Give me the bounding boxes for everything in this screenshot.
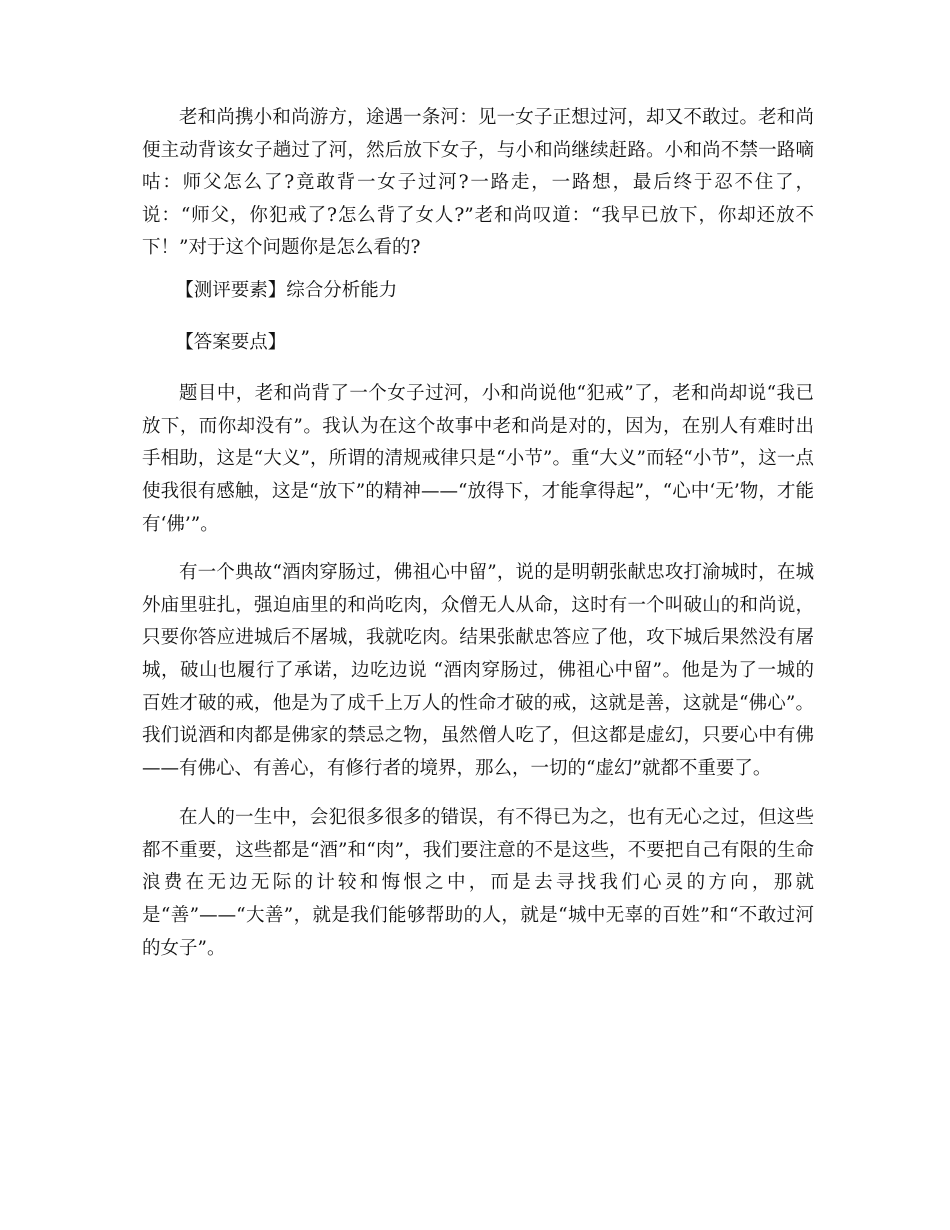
answer-points-heading: 【答案要点】 [175, 331, 287, 353]
question-paragraph: 老和尚携小和尚游方，途遇一条河：见一女子正想过河，却又不敢过。老和尚便主动背该女子趟过了河，然后放下女子，与小和尚继续赶路。小和尚不禁一路嘀咕：师父怎么了?竟敢背一女子过河?一路走，一路想，最后终于忍不住了，说：“师父，你犯戒了?怎么背了女人?”老和尚叹道：“我早已放下，你却还放不下！”对于这个问题你是怎么看的? [142, 107, 814, 259]
document-page [142, 102, 814, 965]
evaluation-element-heading: 【测评要素】综合分析能力 [175, 279, 398, 301]
answer-paragraph-1: 题目中，老和尚背了一个女子过河，小和尚说他“犯戒”了，老和尚却说“我已放下，而你却没有”。我认为在这个故事中老和尚是对的，因为，在别人有难时出手相助，这是“大义”，所谓的清规戒律只是“小节”。重“大义”而轻“小节”，这一点使我很有感触，这是“放下”的精神——“放得下，才能拿得起”，“心中‘无’物，才能有‘佛’”。 [142, 383, 814, 535]
answer-paragraph-3: 在人的一生中，会犯很多很多的错误，有不得已为之，也有无心之过，但这些都不重要，这些都是“酒”和“肉”，我们要注意的不是这些，不要把自己有限的生命浪费在无边无际的计较和悔恨之中，而是去寻找我们心灵的方向，那就是“善”——“大善”，就是我们能够帮助的人，就是“城中无辜的百姓”和“不敢过河的女子”。 [142, 807, 814, 959]
answer-paragraph-2: 有一个典故“酒肉穿肠过，佛祖心中留”，说的是明朝张献忠攻打渝城时，在城外庙里驻扎，强迫庙里的和尚吃肉，众僧无人从命，这时有一个叫破山的和尚说，只要你答应进城后不屠城，我就吃肉。结果张献忠答应了他，攻下城后果然没有屠城，破山也履行了承诺，边吃边说 “酒肉穿肠过，佛祖心中留”。他是为了一城的百姓才破的戒，他是为了成千上万人的性命才破的戒，这就是善，这就是“佛心”。我们说酒和肉都是佛家的禁忌之物，虽然僧人吃了，但这都是虚幻，只要心中有佛——有佛心、有善心，有修行者的境界，那么，一切的“虚幻”就都不重要了。 [142, 562, 814, 779]
